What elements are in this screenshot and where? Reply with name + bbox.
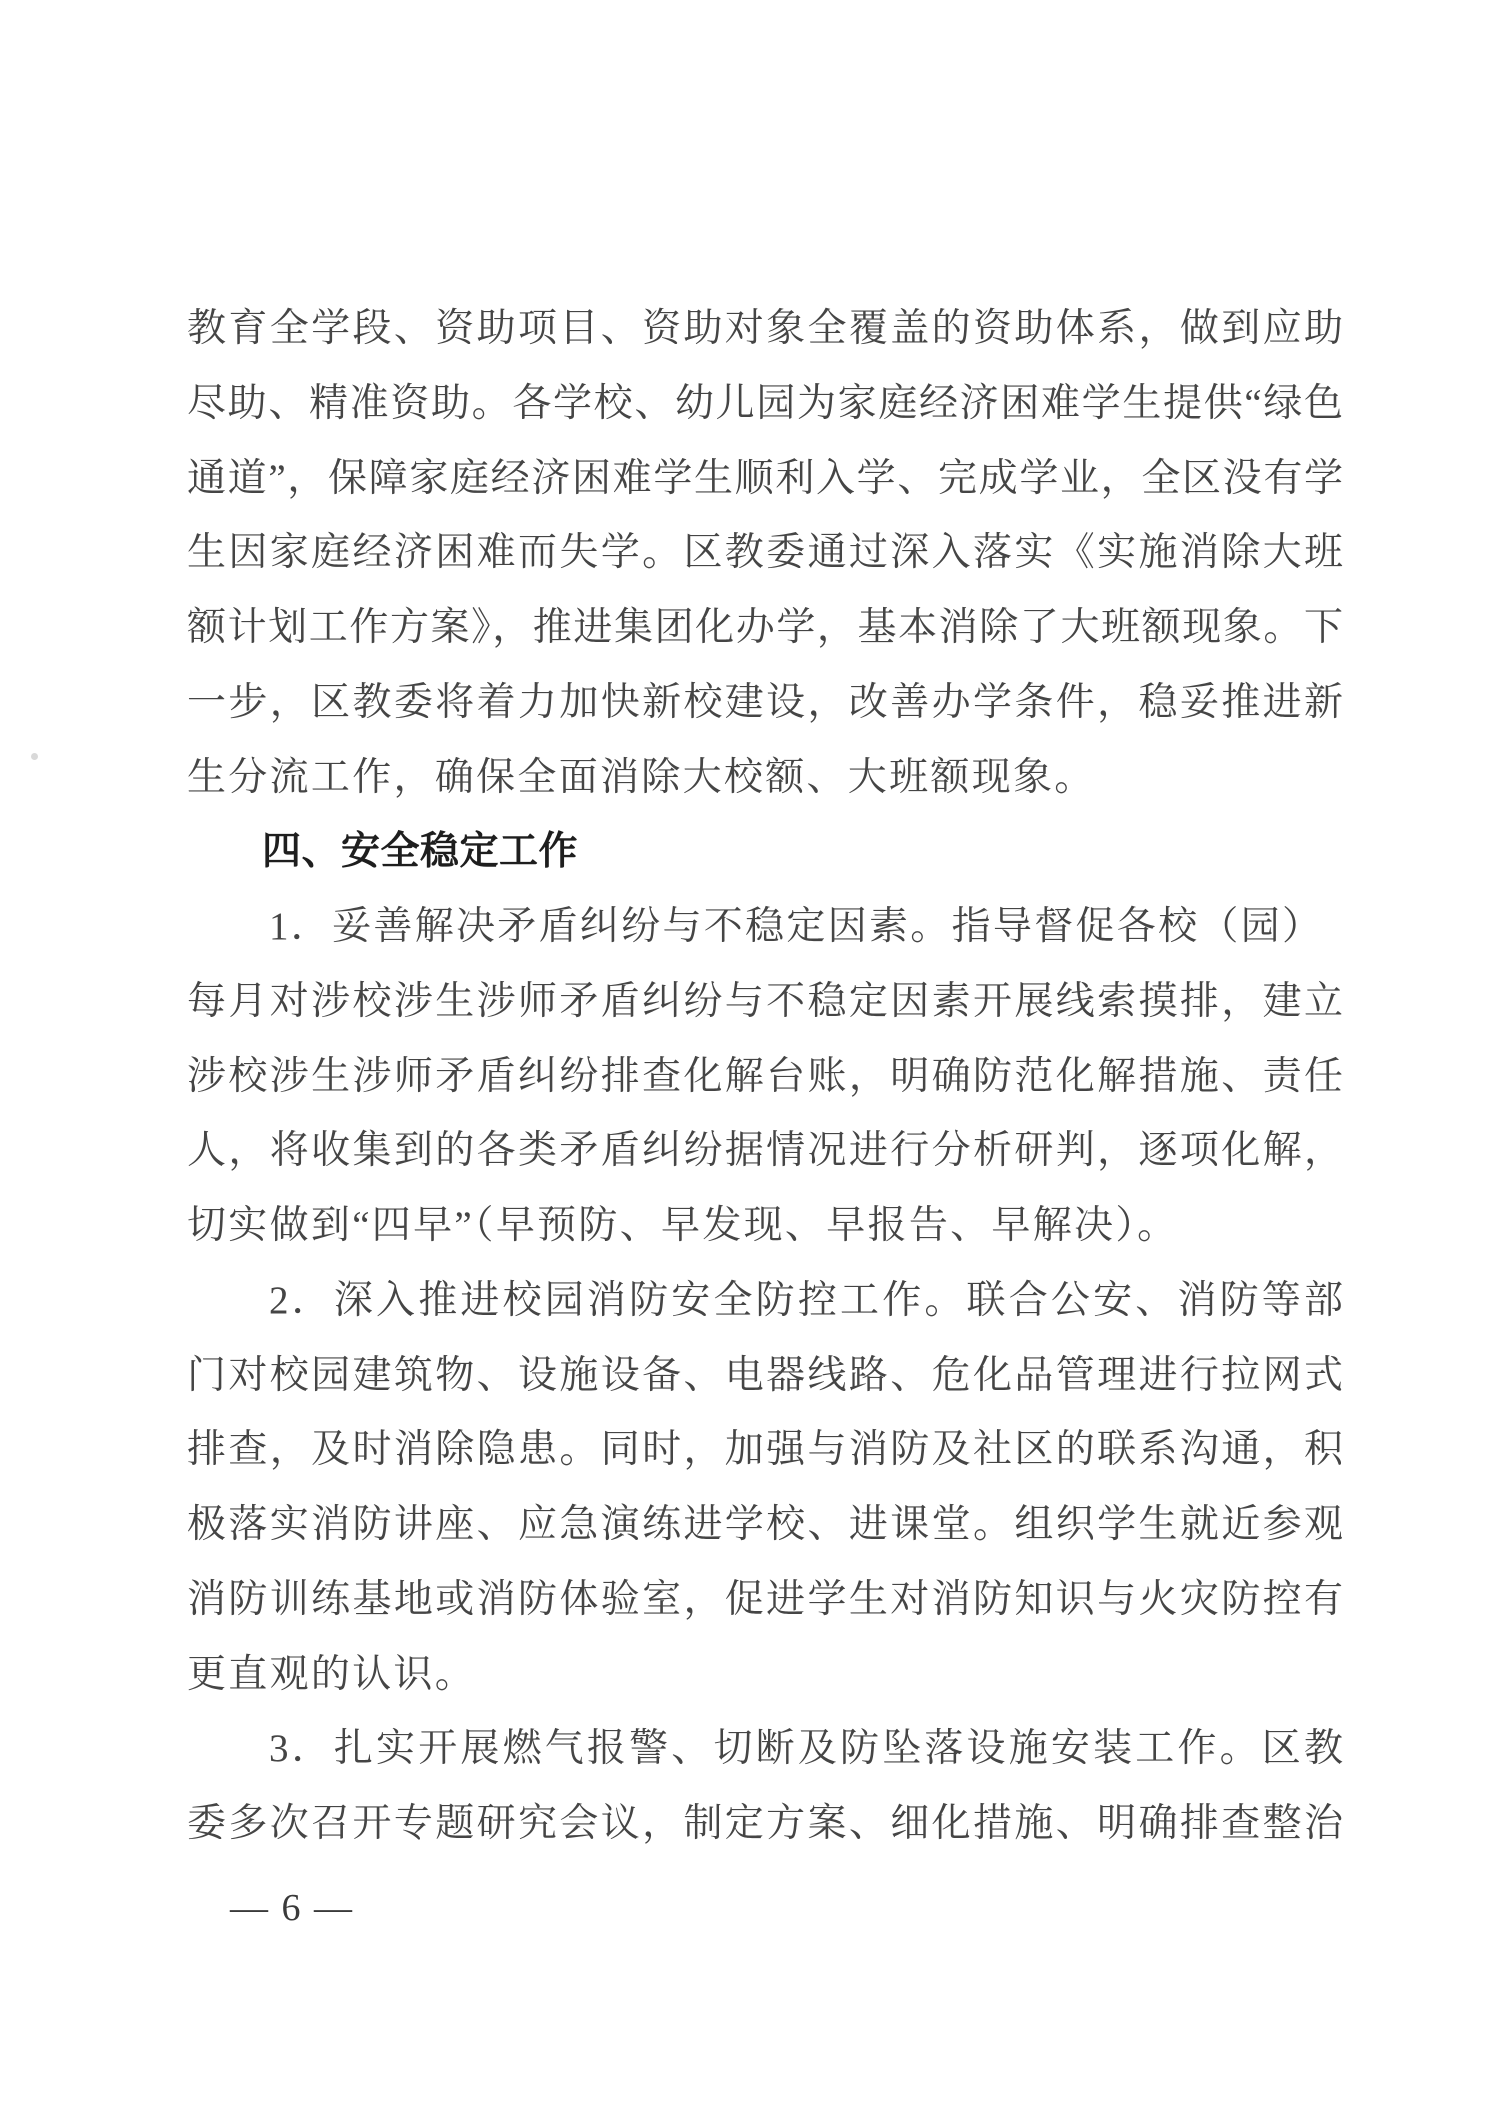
text-line: 3．扎实开展燃气报警、切断及防坠落设施安装工作。区教 xyxy=(269,1727,1343,1771)
text-line: 2．深入推进校园消防安全防控工作。联合公安、消防等部 xyxy=(269,1278,1343,1322)
text-line: 极落实消防讲座、应急演练进学校、进课堂。组织学生就近参观 xyxy=(187,1503,1343,1546)
scan-artifact-dot xyxy=(31,753,38,760)
text-line: 生分流工作，确保全面消除大校额、大班额现象。 xyxy=(187,755,1096,799)
text-line: 切实做到“四早”（早预防、早发现、早报告、早解决）。 xyxy=(187,1204,1179,1247)
text-line: 1．妥善解决矛盾纠纷与不稳定因素。指导督促各校（园） xyxy=(269,905,1324,948)
text-line: 消防训练基地或消防体验室，促进学生对消防知识与火灾防控有 xyxy=(187,1577,1343,1621)
text-line: 尽助、精准资助。各学校、幼儿园为家庭经济困难学生提供“绿色 xyxy=(187,381,1343,425)
text-line: 人，将收集到的各类矛盾纠纷据情况进行分析研判，逐项化解， xyxy=(187,1129,1343,1173)
text-line: 通道”，保障家庭经济困难学生顺利入学、完成学业，全区没有学 xyxy=(187,456,1343,500)
section-heading: 四、安全稳定工作 xyxy=(262,830,579,874)
text-line: 每月对涉校涉生涉师矛盾纠纷与不稳定因素开展线索摸排，建立 xyxy=(187,979,1343,1023)
text-line: 涉校涉生涉师矛盾纠纷排查化解台账，明确防范化解措施、责任 xyxy=(187,1054,1343,1098)
text-line: 委多次召开专题研究会议，制定方案、细化措施、明确排查整治 xyxy=(187,1802,1343,1845)
text-line: 生因家庭经济困难而失学。区教委通过深入落实《实施消除大班 xyxy=(187,531,1343,575)
page-number: — 6 — xyxy=(230,1887,354,1929)
text-line: 更直观的认识。 xyxy=(187,1652,477,1696)
text-line: 一步，区教委将着力加快新校建设，改善办学条件，稳妥推进新 xyxy=(187,680,1343,724)
text-line: 教育全学段、资助项目、资助对象全覆盖的资助体系，做到应助 xyxy=(187,307,1343,350)
document-text-block xyxy=(187,292,1343,1862)
text-line: 排查，及时消除隐患。同时，加强与消防及社区的联系沟通，积 xyxy=(187,1428,1343,1472)
text-line: 门对校园建筑物、设施设备、电器线路、危化品管理进行拉网式 xyxy=(187,1353,1343,1397)
text-line: 额计划工作方案》，推进集团化办学，基本消除了大班额现象。下 xyxy=(187,606,1343,649)
